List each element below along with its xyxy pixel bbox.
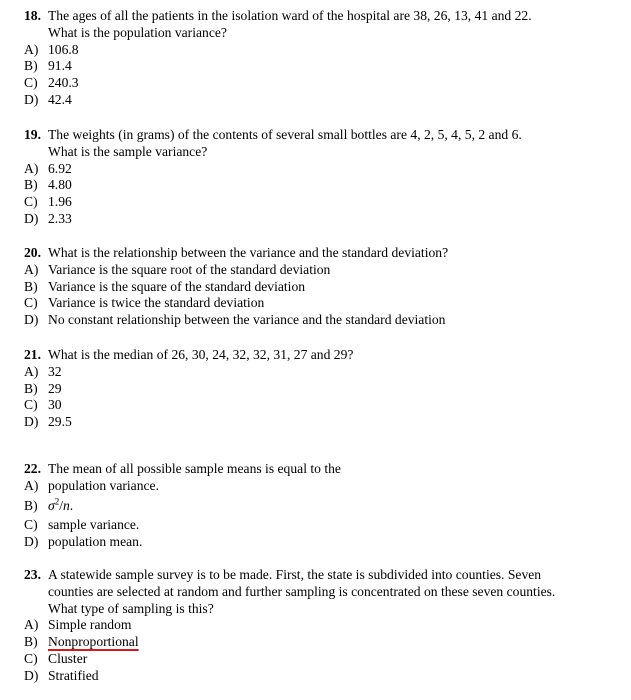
option-c: C) 1.96: [24, 194, 72, 210]
question-number: 18.: [24, 8, 41, 23]
question-stem: [24, 347, 624, 364]
option-c: C) 240.3: [24, 75, 79, 91]
option-c: C) Cluster: [24, 650, 88, 666]
stem-line: What type of sampling is this?: [48, 600, 214, 616]
stem-line: The ages of all the patients in the isolation ward of the hospital are 38, 26, 13, 41 and 22.: [48, 8, 532, 23]
question-19: [24, 127, 624, 228]
question-stem: [24, 8, 624, 42]
option-b: B) 91.4: [24, 58, 72, 74]
question-stem: [24, 461, 624, 478]
options-list: [24, 42, 624, 109]
option-b: B) 29: [24, 380, 62, 396]
stem-line: The weights (in grams) of the contents of several small bottles are 4, 2, 5, 4, 5, 2 and 6.: [48, 127, 522, 142]
question-18: [24, 8, 624, 109]
question-22: [24, 461, 624, 551]
exponent: 2: [54, 496, 60, 507]
option-a: A) 106.8: [24, 41, 79, 57]
question-stem: [24, 245, 624, 262]
option-d: D) No constant relationship between the variance and the standard deviation: [24, 312, 446, 328]
stem-line: What is the median of 26, 30, 24, 32, 32, 31, 27 and 29?: [48, 347, 354, 362]
option-a: A) 6.92: [24, 160, 72, 176]
option-c: C) 30: [24, 397, 62, 413]
sigma-symbol: σ: [48, 497, 55, 513]
options-list: [24, 478, 624, 551]
question-number: 23.: [24, 567, 41, 582]
option-d: D) population mean.: [24, 534, 143, 550]
option-d: D) 29.5: [24, 414, 72, 430]
option-a: A) population variance.: [24, 477, 159, 493]
question-number: 20.: [24, 245, 41, 260]
option-d: D) Stratified: [24, 667, 99, 683]
question-number: 21.: [24, 347, 41, 362]
options-list: [24, 262, 624, 329]
spellcheck-underlined-text: Nonproportional: [48, 634, 139, 650]
question-stem: [24, 567, 624, 617]
option-c: C) sample variance.: [24, 517, 140, 533]
option-b: B) Variance is the square of the standard deviation: [24, 278, 306, 294]
options-list: [24, 617, 624, 684]
question-number: 22.: [24, 461, 41, 476]
option-d: D) 42.4: [24, 91, 72, 107]
question-stem: [24, 127, 624, 161]
option-b: B) Nonproportional: [24, 634, 139, 650]
stem-line: What is the sample variance?: [48, 143, 208, 159]
option-a: A) Variance is the square root of the standard deviation: [24, 261, 331, 277]
question-21: [24, 347, 624, 431]
option-a: A) Simple random: [24, 617, 132, 633]
stem-line: The mean of all possible sample means is equal to the: [48, 461, 341, 476]
stem-line: counties are selected at random and further sampling is concentrated on these seven counties.: [48, 583, 556, 599]
option-c: C) Variance is twice the standard deviation: [24, 295, 265, 311]
stem-line: What is the population variance?: [48, 24, 227, 40]
options-list: [24, 364, 624, 431]
option-b: B) $\sigma^2/n$.: [24, 496, 74, 513]
stem-line: A statewide sample survey is to be made. First, the state is subdivided into counties. Seven: [48, 567, 542, 582]
option-a: A) 32: [24, 363, 62, 379]
question-23: [24, 567, 624, 685]
question-20: [24, 245, 624, 329]
option-b: B) 4.80: [24, 177, 72, 193]
question-number: 19.: [24, 127, 41, 142]
options-list: [24, 161, 624, 228]
stem-line: What is the relationship between the variance and the standard deviation?: [48, 245, 449, 260]
option-d: D) 2.33: [24, 210, 72, 226]
